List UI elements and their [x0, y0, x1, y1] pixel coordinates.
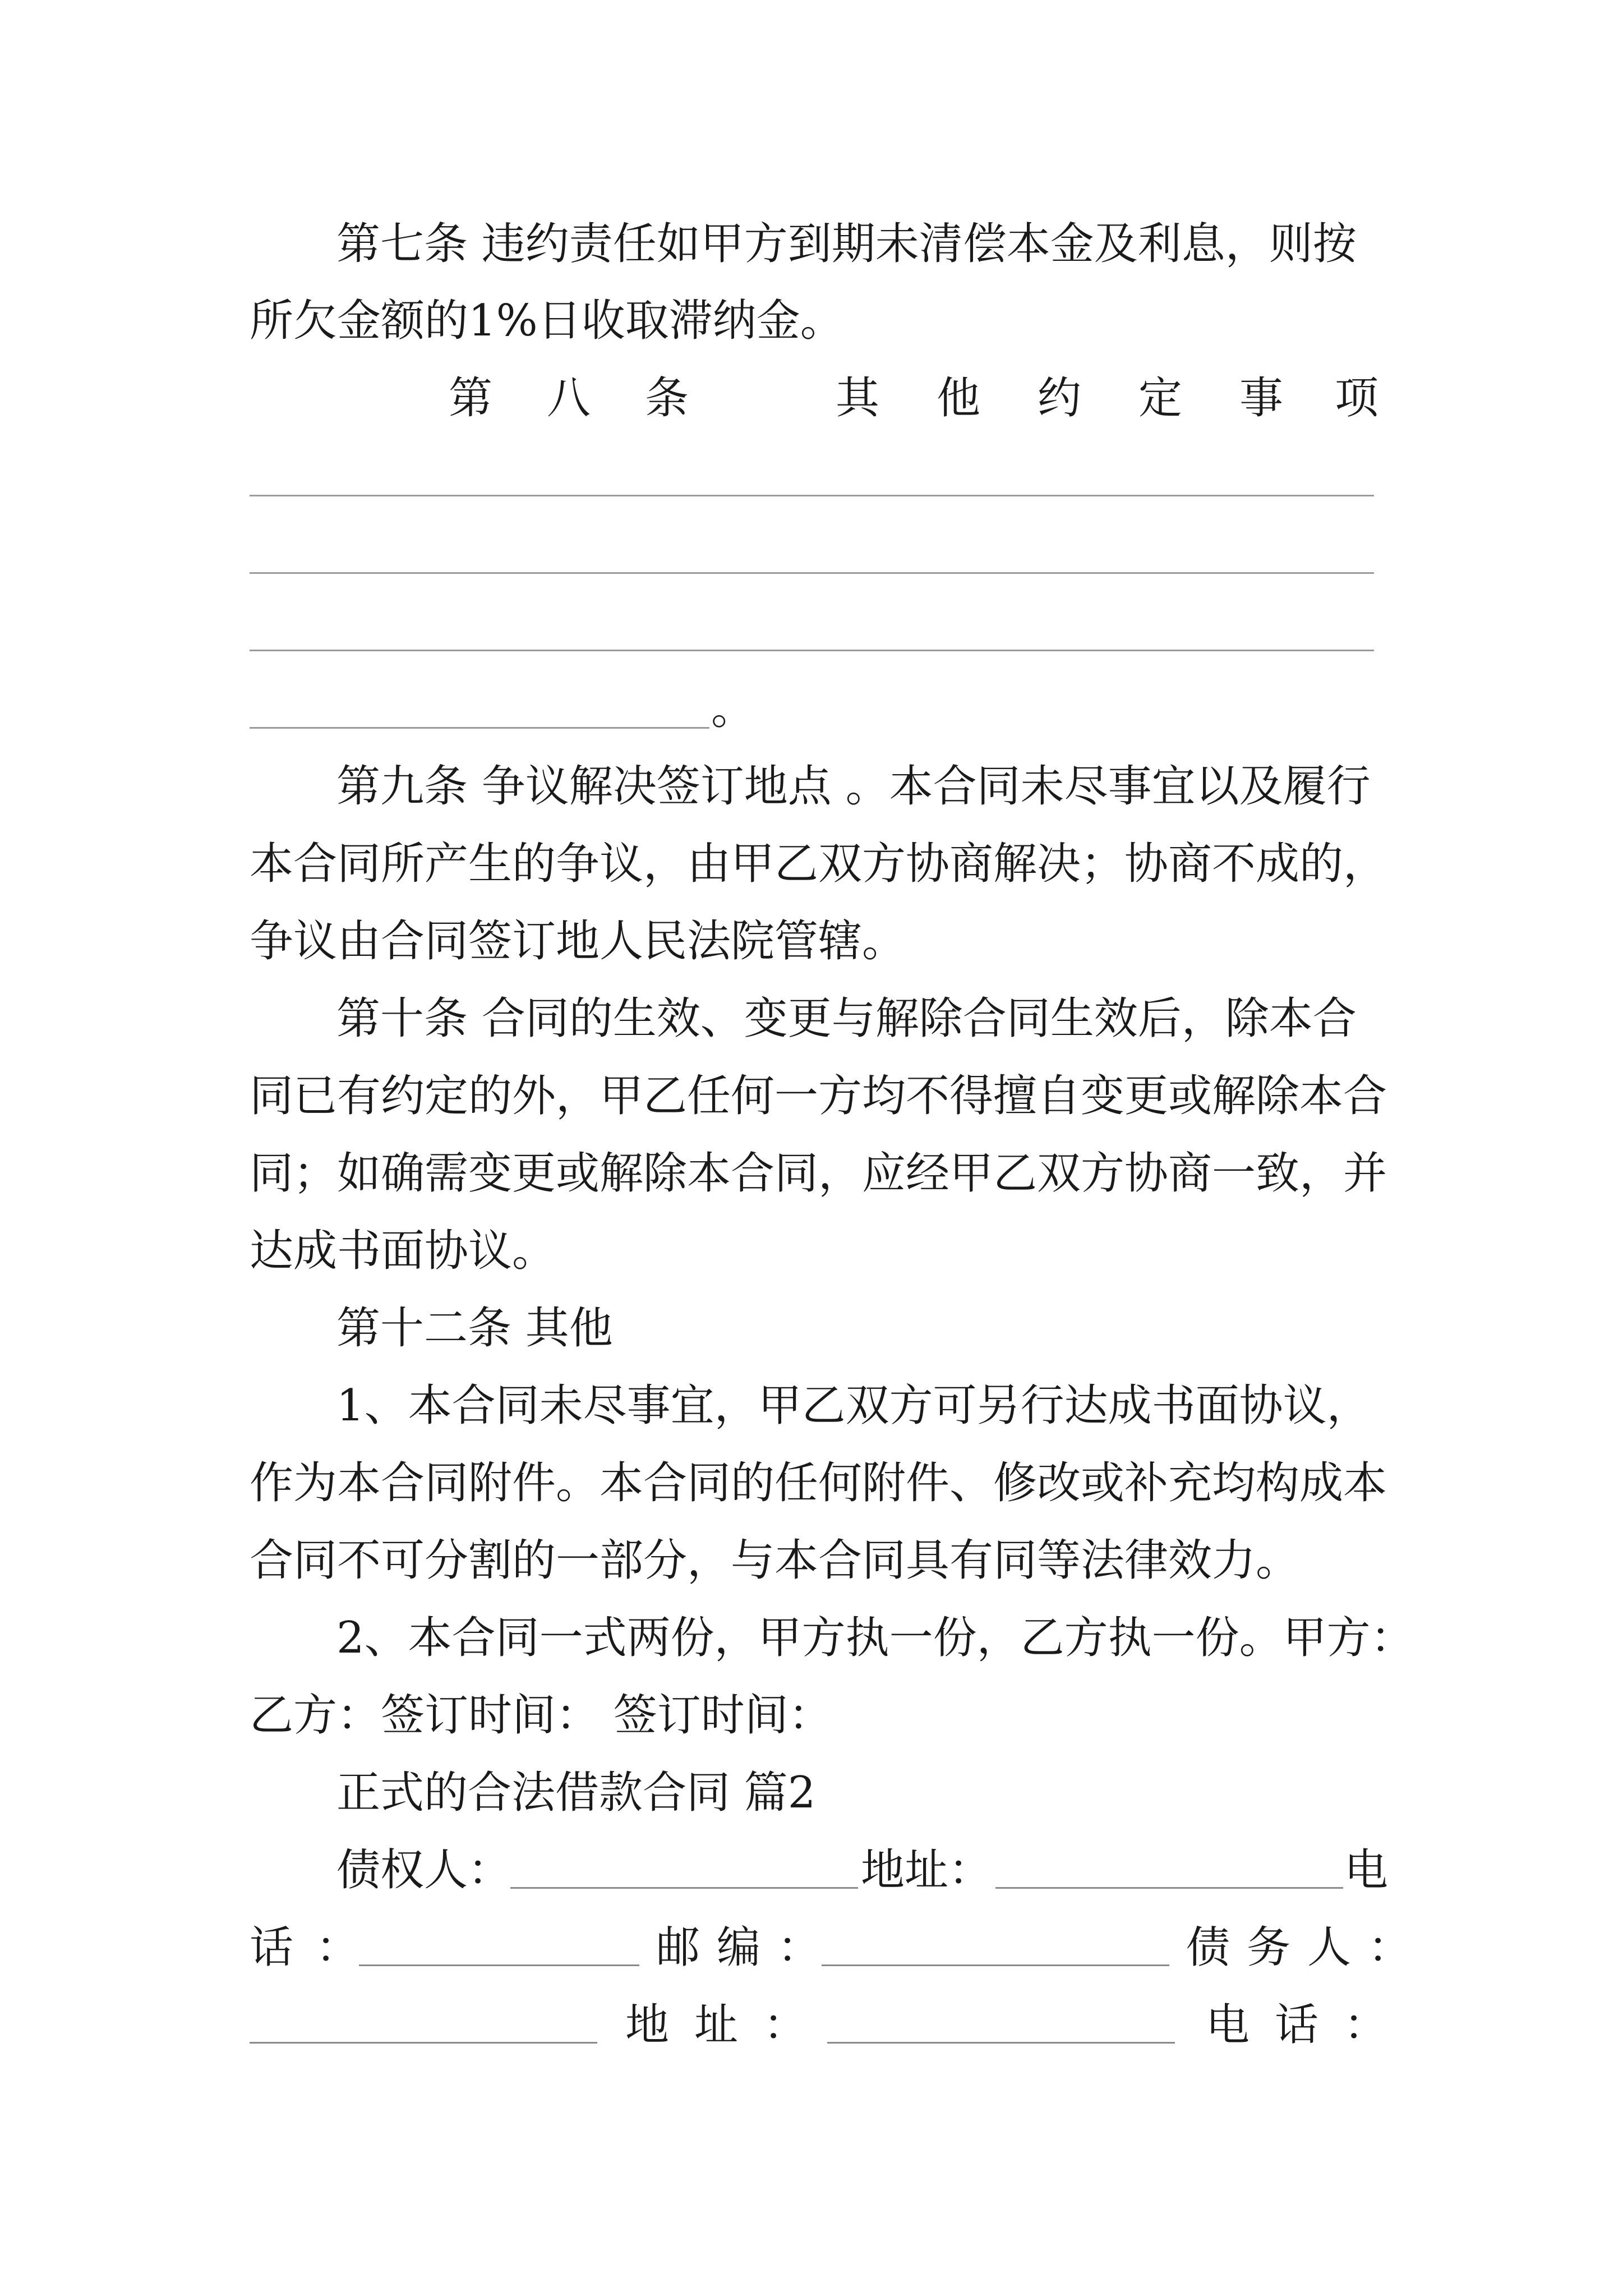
postcode-blank	[822, 1930, 1169, 1966]
article8-heading-char: 约	[1038, 373, 1082, 424]
article8-heading-char: 第	[449, 373, 493, 424]
article8-heading-char: 事	[1239, 373, 1284, 424]
article12-item1-line3: 合同不可分割的一部分，与本合同具有同等法律效力。	[250, 1535, 1300, 1586]
debtor-row	[250, 1997, 1413, 2053]
article8-blank-line	[250, 495, 1374, 496]
phone-label-part2: 话：	[250, 1922, 382, 1973]
article8-heading	[250, 370, 1377, 426]
phone-blank	[359, 1930, 639, 1966]
article7-line1: 第七条 违约责任如甲方到期未清偿本金及利息，则按	[336, 219, 1357, 269]
creditor-blank	[510, 1852, 858, 1889]
article8-heading-char: 条	[645, 373, 689, 424]
article10-line1: 第十条 合同的生效、变更与解除合同生效后，除本合	[336, 993, 1357, 1044]
article10-line3: 同；如确需变更或解除本合同，应经甲乙双方协商一致，并	[250, 1148, 1387, 1199]
address-blank-2	[827, 2007, 1175, 2044]
article10-line4: 达成书面协议。	[250, 1226, 556, 1276]
article7-line2: 所欠金额的1%日收取滞纳金。	[250, 296, 844, 346]
article8-heading-char: 项	[1335, 373, 1379, 424]
article9-line2: 本合同所产生的争议，由甲乙双方协商解决；协商不成的，	[250, 839, 1387, 889]
debtor-blank	[250, 2007, 597, 2044]
article8-heading-char: 其	[836, 373, 880, 424]
article8-heading-char: 定	[1138, 373, 1183, 424]
postcode-label: 邮编：	[656, 1922, 838, 1973]
phone-label-2: 电话：	[1206, 2000, 1413, 2050]
article8-end-mark: 。	[711, 684, 755, 734]
contract2-title: 正式的合法借款合同 篇2	[336, 1768, 816, 1818]
article10-line2: 同已有约定的外，甲乙任何一方均不得擅自变更或解除本合	[250, 1071, 1387, 1121]
phone-label-part1: 电	[1344, 1845, 1389, 1895]
creditor-label: 债权人：	[336, 1845, 512, 1895]
article9-line3: 争议由合同签订地人民法院管辖。	[250, 916, 906, 967]
article8-heading-char: 他	[937, 373, 981, 424]
article8-blank-line	[250, 572, 1374, 574]
article8-blank-line-short	[250, 727, 709, 729]
article12-item1-line2: 作为本合同附件。本合同的任何附件、修改或补充均构成本	[250, 1458, 1387, 1508]
address-label: 地址：	[861, 1845, 993, 1895]
debtor-label: 债务人：	[1186, 1922, 1429, 1973]
address-label-2: 地址：	[625, 2000, 833, 2050]
article12-heading: 第十二条 其他	[336, 1303, 613, 1354]
article12-item1-line1: 1、本合同未尽事宜，甲乙双方可另行达成书面协议，	[336, 1381, 1371, 1431]
article8-heading-char: 八	[547, 373, 591, 424]
postcode-row	[250, 1920, 1429, 1976]
creditor-row	[250, 1842, 1389, 1898]
article9-line1: 第九条 争议解决签订地点 。本合同未尽事宜以及履行	[336, 761, 1371, 812]
article12-item2-line1: 2、本合同一式两份，甲方执一份，乙方执一份。甲方：	[336, 1613, 1414, 1663]
article12-item2-line2: 乙方：签订时间： 签订时间：	[250, 1690, 832, 1741]
address-blank	[995, 1852, 1343, 1889]
article8-blank-line	[250, 650, 1374, 651]
